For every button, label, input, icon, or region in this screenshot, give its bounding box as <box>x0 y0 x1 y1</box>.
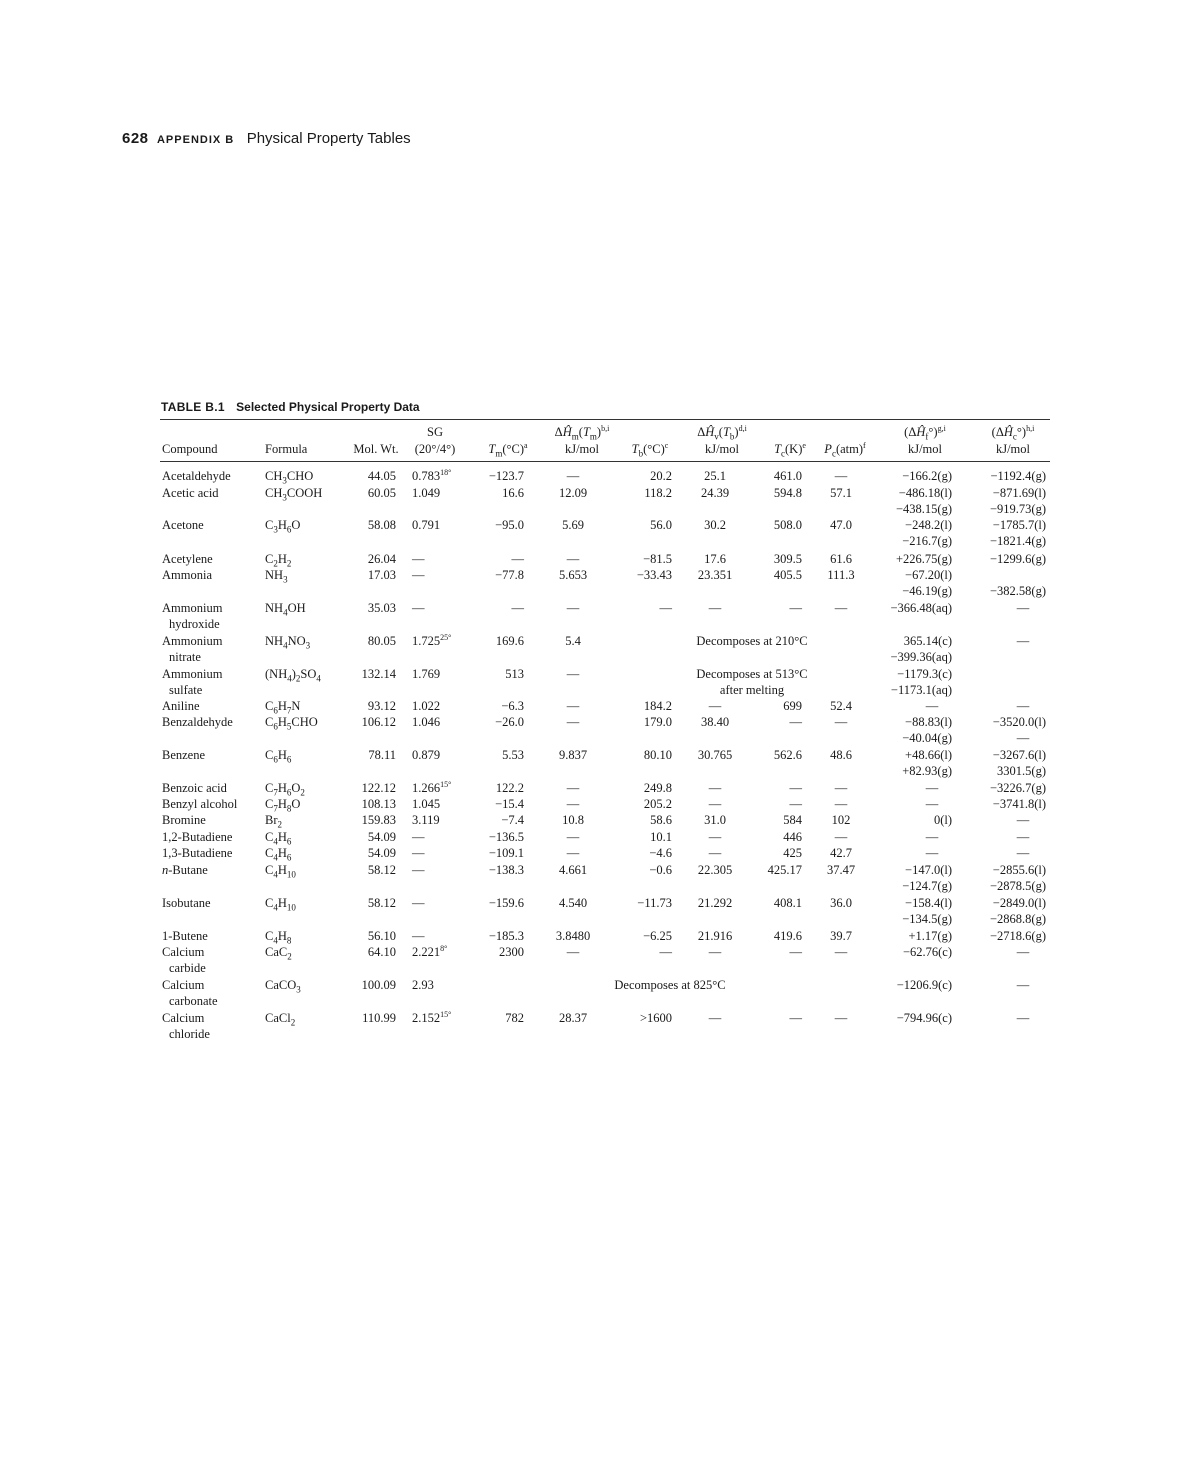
pc-cell: — <box>834 830 848 844</box>
formula-cell: $CH_3CHO$ <box>265 469 314 486</box>
header-dhc: $(\Delta Ĥ_c^\circ)^{h,i}$ kJ/mol <box>991 423 1035 456</box>
formula-cell: CaCl$_2$ <box>265 1011 296 1028</box>
header-tb: $T_b(^\circ C)^c$ <box>631 440 669 459</box>
dhc-cell: −3267.6(l) 3301.5(g) <box>992 748 1046 778</box>
tc-cell: 408.1 <box>773 896 802 910</box>
header-pc: $P_c(atm)^f$ <box>824 440 866 459</box>
tm-cell: −95.0 <box>495 518 524 532</box>
formula-cell: $NH_3$ <box>265 568 288 585</box>
dhm-cell: 5.653 <box>558 568 588 582</box>
tc-cell: — <box>789 797 802 811</box>
sg-cell: — <box>412 863 425 877</box>
dhc-cell: −3741.8(l) <box>992 797 1046 811</box>
dhv-cell: 24.39 <box>700 486 730 500</box>
tm-cell: −123.7 <box>488 469 524 483</box>
tc-cell: — <box>789 715 802 729</box>
tm-cell: −185.3 <box>488 929 524 943</box>
dhm-cell: — <box>566 469 580 483</box>
dhc-cell: −2849.0(l) −2868.8(g) <box>990 896 1046 926</box>
mol-wt-cell: 80.05 <box>367 634 396 648</box>
compound-name: 1,2-Butadiene <box>162 830 233 844</box>
compound-name: 1-Butene <box>162 929 208 943</box>
dhc-cell: −1299.6(g) <box>990 552 1046 566</box>
dhm-cell: — <box>566 552 580 566</box>
mol-wt-cell: 100.09 <box>361 978 396 992</box>
tc-cell: 425.17 <box>767 863 802 877</box>
tm-cell: −136.5 <box>488 830 524 844</box>
tm-cell: −7.4 <box>501 813 524 827</box>
compound-name: Acetone <box>162 518 204 532</box>
dhv-cell: — <box>708 846 722 860</box>
dhm-cell: — <box>566 715 580 729</box>
header-dhf: $(\Delta Ĥ_f^\circ)^{g,i}$ kJ/mol <box>904 423 946 456</box>
sg-cell: 1.769 <box>412 667 441 681</box>
dhm-cell: 5.69 <box>562 518 584 532</box>
tb-cell: 20.2 <box>650 469 672 483</box>
formula-cell: $C_4H_6$ <box>265 846 292 863</box>
formula-cell: CaC$_2$ <box>265 945 292 962</box>
mol-wt-cell: 54.09 <box>367 846 396 860</box>
dhv-cell: — <box>708 1011 722 1025</box>
sg-cell: 3.119 <box>412 813 440 827</box>
pc-cell: — <box>834 469 848 483</box>
mol-wt-cell: 35.03 <box>367 601 396 615</box>
formula-cell: $NH_4NO_3$ <box>265 634 311 651</box>
tc-cell: 309.5 <box>773 552 802 566</box>
tm-cell: −159.6 <box>488 896 524 910</box>
dhc-cell: −2855.6(l) −2878.5(g) <box>990 863 1046 893</box>
pc-cell: 47.0 <box>830 518 852 532</box>
tb-cell: 205.2 <box>643 797 672 811</box>
tm-cell: 122.2 <box>495 781 524 795</box>
dhm-cell: 9.837 <box>558 748 588 762</box>
sg-cell: — <box>412 846 425 860</box>
mol-wt-cell: 122.12 <box>361 781 396 795</box>
dhc-cell: −871.69(l) −919.73(g) <box>990 486 1046 516</box>
dhm-cell: — <box>566 797 580 811</box>
dhm-cell: — <box>566 601 580 615</box>
pc-cell: — <box>834 781 848 795</box>
page-number: 628 <box>122 130 149 147</box>
mol-wt-cell: 78.11 <box>368 748 396 762</box>
tm-cell: 2300 <box>499 945 524 959</box>
tb-cell: 249.8 <box>643 781 672 795</box>
decomposition-note: Decomposes at 210°C <box>696 634 808 648</box>
dhf-cell: 0(l) <box>933 813 952 827</box>
header-compound: Compound <box>162 442 218 456</box>
decomposition-note: Decomposes at 825°C <box>614 978 726 992</box>
dhm-cell: — <box>566 830 580 844</box>
compound-name: 1,3-Butadiene <box>162 846 233 860</box>
dhv-cell: 38.40 <box>700 715 730 729</box>
decomposition-note: Decomposes at 513°C after melting <box>696 667 808 697</box>
pc-cell: — <box>834 715 848 729</box>
sg-cell: — <box>412 568 425 582</box>
tb-cell: −81.5 <box>643 552 672 566</box>
compound-name: Ammonium sulfate <box>162 667 223 697</box>
table-label: TABLE B.1 <box>161 400 225 414</box>
dhm-cell: — <box>566 699 580 713</box>
sg-cell: $1.266^{15^\circ}$ <box>412 779 452 795</box>
formula-cell: $C_7H_6O_2$ <box>265 781 305 798</box>
tc-cell: 594.8 <box>773 486 802 500</box>
dhc-cell: — <box>1016 813 1030 827</box>
tb-cell: — <box>659 601 672 615</box>
mol-wt-cell: 17.03 <box>367 568 396 582</box>
dhf-cell: −166.2(g) <box>902 469 952 483</box>
mol-wt-cell: 60.05 <box>367 486 396 500</box>
dhc-cell: −3520.0(l) — <box>992 715 1046 745</box>
table-top-rule <box>160 419 1050 420</box>
dhv-cell: — <box>708 945 722 959</box>
dhm-cell: 12.09 <box>558 486 588 500</box>
tb-cell: −4.6 <box>649 846 672 860</box>
dhv-cell: — <box>708 830 722 844</box>
tm-cell: −6.3 <box>501 699 524 713</box>
dhf-cell: −158.4(l) −134.5(g) <box>902 896 952 926</box>
sg-cell: 0.879 <box>412 748 441 762</box>
dhf-cell: −794.96(c) <box>896 1011 952 1025</box>
dhm-cell: — <box>566 945 580 959</box>
mol-wt-cell: 159.83 <box>361 813 396 827</box>
tc-cell: 405.5 <box>773 568 802 582</box>
tb-cell: −11.73 <box>637 896 672 910</box>
dhm-cell: 28.37 <box>558 1011 588 1025</box>
mol-wt-cell: 56.10 <box>367 929 396 943</box>
tm-cell: 782 <box>505 1011 524 1025</box>
formula-cell: $NH_4OH$ <box>265 601 306 618</box>
dhv-cell: — <box>708 699 722 713</box>
dhf-cell: +48.66(l) +82.93(g) <box>902 748 952 778</box>
dhc-cell: −3226.7(g) <box>990 781 1046 795</box>
tc-cell: — <box>789 945 802 959</box>
sg-cell: 1.049 <box>412 486 441 500</box>
formula-cell: $C_7H_8O$ <box>265 797 301 814</box>
sg-cell: — <box>412 830 425 844</box>
sg-cell: 1.045 <box>412 797 441 811</box>
compound-name: n-Butane <box>162 863 208 877</box>
pc-cell: — <box>834 1011 848 1025</box>
pc-cell: — <box>834 797 848 811</box>
mol-wt-cell: 106.12 <box>361 715 396 729</box>
dhf-cell: −88.83(l) −40.04(g) <box>902 715 952 745</box>
dhf-cell: — <box>925 699 939 713</box>
mol-wt-cell: 44.05 <box>367 469 396 483</box>
mol-wt-cell: 58.08 <box>367 518 396 532</box>
formula-cell: $C_4H_{10}$ <box>265 863 296 880</box>
dhf-cell: +226.75(g) <box>896 552 952 566</box>
tb-cell: 58.6 <box>650 813 672 827</box>
header-formula: Formula <box>265 442 308 456</box>
tb-cell: 80.10 <box>643 748 672 762</box>
pc-cell: — <box>834 601 848 615</box>
dhc-cell: −2718.6(g) <box>990 929 1046 943</box>
tb-cell: 10.1 <box>650 830 672 844</box>
tm-cell: — <box>511 601 524 615</box>
dhf-cell: — <box>925 797 939 811</box>
compound-name: Aniline <box>162 699 200 713</box>
dhm-cell: — <box>566 781 580 795</box>
dhc-cell: — <box>1016 699 1030 713</box>
dhm-cell: 4.661 <box>558 863 588 877</box>
tc-cell: 584 <box>783 813 802 827</box>
dhf-cell: 365.14(c) −399.36(aq) <box>890 634 952 664</box>
sg-cell: 0.791 <box>412 518 441 532</box>
tb-cell: >1600 <box>639 1011 672 1025</box>
header-mol-wt: Mol. Wt. <box>353 442 399 456</box>
dhm-cell: — <box>566 667 580 681</box>
dhv-cell: — <box>708 797 722 811</box>
pc-cell: 36.0 <box>830 896 852 910</box>
dhc-cell: — <box>1016 830 1030 844</box>
sg-cell: $2.221^{8^\circ}$ <box>412 943 448 959</box>
dhc-cell: −382.58(g) <box>990 584 1046 598</box>
tb-cell: 56.0 <box>650 518 672 532</box>
dhf-cell: −486.18(l) −438.15(g) <box>896 486 952 516</box>
sg-cell: — <box>412 929 425 943</box>
dhc-cell: −1192.4(g) <box>990 469 1046 483</box>
sg-cell: 2.93 <box>412 978 434 992</box>
dhv-cell: — <box>708 601 722 615</box>
sg-cell: $2.152^{15^\circ}$ <box>412 1009 452 1025</box>
sg-cell: 1.046 <box>412 715 441 729</box>
dhv-cell: 30.765 <box>697 748 733 762</box>
formula-cell: $C_2H_2$ <box>265 552 292 569</box>
dhm-cell: 3.8480 <box>555 929 591 943</box>
tm-cell: 16.6 <box>502 486 524 500</box>
header-dhv: $\Delta Ĥ_v(T_b)^{d,i}$ kJ/mol <box>697 423 747 456</box>
compound-name: Acetic acid <box>162 486 219 500</box>
dhm-cell: — <box>566 846 580 860</box>
pc-cell: 111.3 <box>827 568 855 582</box>
dhc-cell: — <box>1016 846 1030 860</box>
tm-cell: −15.4 <box>495 797 524 811</box>
mol-wt-cell: 64.10 <box>367 945 396 959</box>
sg-cell: — <box>412 552 425 566</box>
compound-name: Isobutane <box>162 896 211 910</box>
tc-cell: 461.0 <box>773 469 802 483</box>
tm-cell: −138.3 <box>488 863 524 877</box>
pc-cell: — <box>834 945 848 959</box>
tc-cell: 508.0 <box>773 518 802 532</box>
tc-cell: 562.6 <box>773 748 802 762</box>
formula-cell: $C_4H_8$ <box>265 929 292 946</box>
mol-wt-cell: 93.12 <box>367 699 396 713</box>
pc-cell: 37.47 <box>826 863 856 877</box>
tc-cell: — <box>789 781 802 795</box>
tc-cell: — <box>789 1011 802 1025</box>
header-tc: $T_c(K)^e$ <box>774 440 806 459</box>
compound-name: Bromine <box>162 813 206 827</box>
header-sg-line1: SG <box>427 425 443 439</box>
tm-cell: −109.1 <box>488 846 524 860</box>
dhc-cell: — <box>1016 601 1030 615</box>
dhv-cell: 23.351 <box>697 568 733 582</box>
tm-cell: — <box>511 552 524 566</box>
tc-cell: 419.6 <box>773 929 802 943</box>
tb-cell: −0.6 <box>649 863 672 877</box>
formula-cell: $C_4H_{10}$ <box>265 896 296 913</box>
mol-wt-cell: 132.14 <box>361 667 396 681</box>
pc-cell: 61.6 <box>830 552 852 566</box>
pc-cell: 42.7 <box>830 846 852 860</box>
sg-cell: — <box>412 896 425 910</box>
compound-name: Benzaldehyde <box>162 715 233 729</box>
tb-cell: 118.2 <box>644 486 672 500</box>
dhv-cell: 21.916 <box>697 929 733 943</box>
dhf-cell: −147.0(l) −124.7(g) <box>902 863 952 893</box>
compound-name: Ammonia <box>162 568 212 582</box>
formula-cell: $C_6H_6$ <box>265 748 292 765</box>
dhf-cell: +1.17(g) <box>908 929 952 943</box>
dhc-cell: −1785.7(l) −1821.4(g) <box>990 518 1046 548</box>
tb-cell: — <box>659 945 672 959</box>
appendix-label: APPENDIX B <box>156 134 235 146</box>
dhv-cell: 31.0 <box>704 813 726 827</box>
mol-wt-cell: 58.12 <box>367 896 396 910</box>
formula-cell: $C_6H_7N$ <box>265 699 301 716</box>
sg-cell: $1.725^{25^\circ}$ <box>412 632 452 648</box>
pc-cell: 48.6 <box>830 748 852 762</box>
mol-wt-cell: 110.99 <box>362 1011 396 1025</box>
header-tm: $T_m(^\circ C)^a$ <box>488 440 528 459</box>
mol-wt-cell: 54.09 <box>367 830 396 844</box>
dhf-cell: — <box>925 846 939 860</box>
header-sg <box>410 424 460 458</box>
formula-cell: $C_4H_6$ <box>265 830 292 847</box>
formula-cell: $(NH_4)_2SO_4$ <box>265 667 321 684</box>
dhf-cell: −366.48(aq) <box>890 601 952 615</box>
pc-cell: 39.7 <box>830 929 852 943</box>
dhm-cell: 4.540 <box>558 896 588 910</box>
compound-name: Ammonium hydroxide <box>162 601 223 631</box>
dhc-cell: — <box>1016 1011 1030 1025</box>
dhc-cell: — <box>1016 978 1030 992</box>
compound-name: Acetylene <box>162 552 213 566</box>
dhf-cell: −248.2(l) −216.7(g) <box>902 518 952 548</box>
tb-cell: −33.43 <box>636 568 672 582</box>
dhv-cell: 25.1 <box>704 469 726 483</box>
header-dhm: $\Delta Ĥ_m(T_m)^{b,i}$ kJ/mol <box>554 423 610 456</box>
header-sg-line2: (20°/4°) <box>414 442 456 456</box>
compound-name: Acetaldehyde <box>162 469 231 483</box>
dhf-cell: −1179.3(c) −1173.1(aq) <box>890 667 952 697</box>
dhc-cell: — <box>1016 634 1030 648</box>
tm-cell: 5.53 <box>502 748 524 762</box>
compound-name: Benzene <box>162 748 206 762</box>
table-header-rule <box>160 461 1050 462</box>
compound-name: Ammonium nitrate <box>162 634 223 664</box>
tb-cell: −6.25 <box>643 929 672 943</box>
compound-name: Calcium chloride <box>162 1011 210 1041</box>
compound-name: Benzoic acid <box>162 781 227 795</box>
compound-name: Calcium carbide <box>162 945 206 975</box>
dhv-cell: 17.6 <box>704 552 726 566</box>
tc-cell: 699 <box>783 699 802 713</box>
page-header <box>122 130 411 148</box>
dhv-cell: 21.292 <box>697 896 733 910</box>
tm-cell: −77.8 <box>495 568 524 582</box>
mol-wt-cell: 108.13 <box>361 797 396 811</box>
mol-wt-cell: 58.12 <box>367 863 396 877</box>
page-header-title: Physical Property Tables <box>246 130 411 147</box>
compound-name: Benzyl alcohol <box>162 797 238 811</box>
formula-cell: $Br_2$ <box>265 813 282 830</box>
dhf-cell: −62.76(c) <box>902 945 952 959</box>
sg-cell: $0.783^{18^\circ}$ <box>412 467 452 483</box>
formula-cell: $CH_3COOH$ <box>265 486 323 503</box>
dhf-cell: −1206.9(c) <box>896 978 952 992</box>
dhf-cell: −67.20(l) −46.19(g) <box>902 568 952 598</box>
pc-cell: 57.1 <box>830 486 852 500</box>
dhv-cell: 30.2 <box>704 518 726 532</box>
dhf-cell: — <box>925 781 939 795</box>
tc-cell: 425 <box>783 846 802 860</box>
dhc-cell: — <box>1016 945 1030 959</box>
pc-cell: 52.4 <box>830 699 852 713</box>
tc-cell: 446 <box>783 830 802 844</box>
tb-cell: 179.0 <box>643 715 672 729</box>
mol-wt-cell: 26.04 <box>367 552 396 566</box>
formula-cell: $C_6H_5CHO$ <box>265 715 318 732</box>
tc-cell: — <box>789 601 802 615</box>
table-title: Selected Physical Property Data <box>236 400 420 414</box>
table-caption <box>161 400 420 414</box>
tm-cell: 513 <box>505 667 524 681</box>
tm-cell: −26.0 <box>495 715 524 729</box>
dhm-cell: 5.4 <box>565 634 581 648</box>
sg-cell: — <box>412 601 425 615</box>
dhv-cell: 22.305 <box>697 863 733 877</box>
tm-cell: 169.6 <box>495 634 524 648</box>
formula-cell: CaCO$_3$ <box>265 978 301 995</box>
tb-cell: 184.2 <box>643 699 672 713</box>
dhv-cell: — <box>708 781 722 795</box>
dhm-cell: 10.8 <box>562 813 584 827</box>
formula-cell: $C_3H_6O$ <box>265 518 301 535</box>
dhf-cell: — <box>925 830 939 844</box>
sg-cell: 1.022 <box>412 699 441 713</box>
pc-cell: 102 <box>831 813 851 827</box>
compound-name: Calcium carbonate <box>162 978 218 1008</box>
